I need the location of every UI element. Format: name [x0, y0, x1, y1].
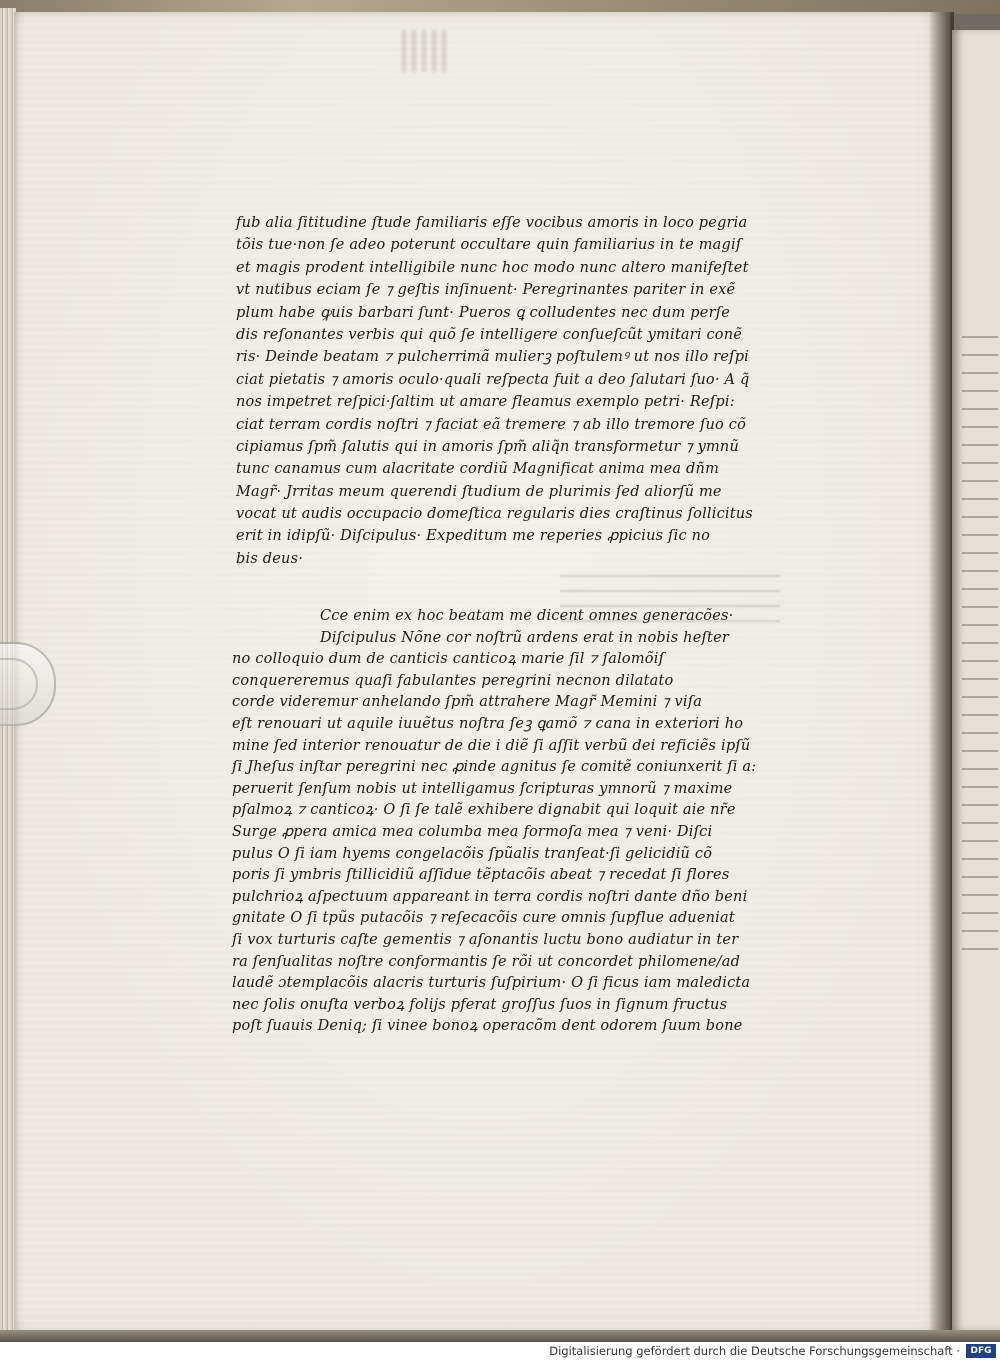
- text-line: ciat pietatis ⁊ amoris oculo·quali reſpecta fuit a deo ſalutari ſuo· A q̃: [236, 371, 750, 388]
- text-line: ſi vox turturis caſte gementis ⁊ aſonantis luctu bono audiatur in ter: [232, 931, 739, 948]
- text-line: poſt ſuauis Deniq; ſi vinee bonoꝝ operacõm dent odorem ſuum bone: [232, 1018, 743, 1035]
- text-line: ris· Deinde beatam ⁊ pulcherrimã mulierꝫ poſtulemꝰ ut nos illo reſpi: [236, 349, 750, 366]
- text-line: pulus O ſi iam hyems congelacõis ſpũalis tranſeat·ſi gelicidiũ cõ: [232, 845, 713, 862]
- facing-page-text-fragment: [962, 320, 998, 960]
- text-line: poris ſi ymbris ſtillicidiũ aſſidue tẽptacõis abeat ⁊ recedat ſi flores: [232, 867, 730, 884]
- text-line: gnitate O ſi tpũs putacõis ⁊ reſecacõis cure omnis ſupflue adueniat: [232, 910, 735, 927]
- text-line: no colloquio dum de canticis canticoꝝ marie ſil ⁊ ſalomõiſ: [232, 651, 665, 668]
- text-line: fub alia ſititudine ſtude familiaris eſſe vocibus amoris in loco pegria: [236, 215, 748, 231]
- text-line: Cce enim ex hoc beatam me dicent omnes generacões·: [320, 608, 734, 624]
- text-line: ſi Jheſus inſtar peregrini nec ꝓinde agnitus ſe comitẽ coniunxerit ſi a:: [232, 759, 757, 776]
- text-line: eſt renouari ut aquile iuuẽtus noſtra ſeꝫ ꝗamõ ⁊ cana in exteriori ho: [232, 715, 744, 732]
- page-bottom-edge: [0, 1330, 1000, 1342]
- text-line: et magis prodent intelligibile nunc hoc modo nunc altero manifeſtet: [236, 259, 749, 276]
- text-line: pſalmoꝝ ⁊ canticoꝝ· O ſi ſe talẽ exhibere dignabit qui loquit aie nr̃e: [232, 802, 736, 819]
- text-line: peruerit ſenſum nobis ut intelligamus ſcripturas ymnorũ ⁊ maxime: [232, 780, 733, 797]
- facing-page-edge: [952, 30, 1000, 1330]
- text-line: mine ſed interior renouatur de die i diẽ ſi aſſit verbũ dei reficiẽs ipſũ: [232, 737, 751, 754]
- text-line: Surge ꝓpera amica mea columba mea formoſa mea ⁊ veni· Diſci: [232, 823, 713, 840]
- digitization-footer: [0, 1342, 1000, 1361]
- text-line: erit in idipſũ· Diſcipulus· Expeditum me reperies ꝓpicius ſic no: [236, 528, 711, 545]
- text-line: vt nutibus eciam ſe ⁊ geſtis inſinuent· Peregrinantes pariter in exẽ: [236, 282, 736, 299]
- funding-credit: Digitalisierung gefördert durch die Deutsche Forschungsgemeinschaft ·: [549, 1344, 960, 1358]
- faint-folio-mark: [402, 30, 446, 72]
- text-line: cipiamus ſpm̃ ſalutis qui in amoris ſpm̃ aliq̃n transformetur ⁊ ymnũ: [236, 438, 740, 455]
- text-block-lower: [232, 606, 792, 1038]
- dfg-logo: DFG: [966, 1344, 996, 1358]
- text-line: tõis tue·non ſe adeo poterunt occultare quin familiarius in te magiſ: [236, 237, 742, 254]
- text-line: dis reſonantes verbis qui quõ ſe intelligere conſueſcũt ymitari conẽ: [236, 326, 743, 343]
- text-line: bis deus·: [236, 550, 304, 567]
- text-line: ra ſenſualitas noſtre conformantis ſe rõi ut concordet philomene/ad: [232, 953, 741, 970]
- text-block-upper: [236, 212, 796, 570]
- text-line: plum habe ꝙuis barbari ſunt· Pueros ꝗ colludentes nec dum perſe: [236, 304, 731, 321]
- gutter-shadow: [930, 12, 954, 1332]
- text-line: ciat terram cordis noſtri ⁊ faciat eã tremere ⁊ ab illo tremore ſuo cõ: [236, 416, 747, 433]
- text-line: nos impetret reſpici·ſaltim ut amare fleamus exemplo petri· Reſpi:: [236, 394, 735, 411]
- text-line: corde videremur anhelando ſpm̃ attrahere Magr̃ Memini ⁊ viſa: [232, 694, 703, 711]
- text-line: conquereremus quaſi fabulantes peregrini necnon dilatato: [232, 672, 674, 689]
- text-line: laudẽ ɔtemplacõis alacris turturis ſuſpirium· O ſi ficus iam maledicta: [232, 975, 751, 992]
- text-line: vocat ut audis occupacio domeſtica regularis dies craſtinus ſollicitus: [236, 506, 753, 523]
- text-line: pulchrioꝝ aſpectuum appareant in terra cordis noſtri dante dño beni: [232, 888, 748, 905]
- text-line: nec ſolis onuſta verboꝝ folijs pferat groſſus ſuos in ſignum fructus: [232, 996, 728, 1013]
- text-line: Magr̃· Jrritas meum querendi ſtudium de plurimis ſed aliorſũ me: [236, 483, 722, 500]
- text-line: tunc canamus cum alacritate cordiũ Magnificat anima mea dñm: [236, 461, 720, 478]
- text-line: Diſcipulus Nõne cor noſtrũ ardens erat in nobis heſter: [320, 629, 729, 646]
